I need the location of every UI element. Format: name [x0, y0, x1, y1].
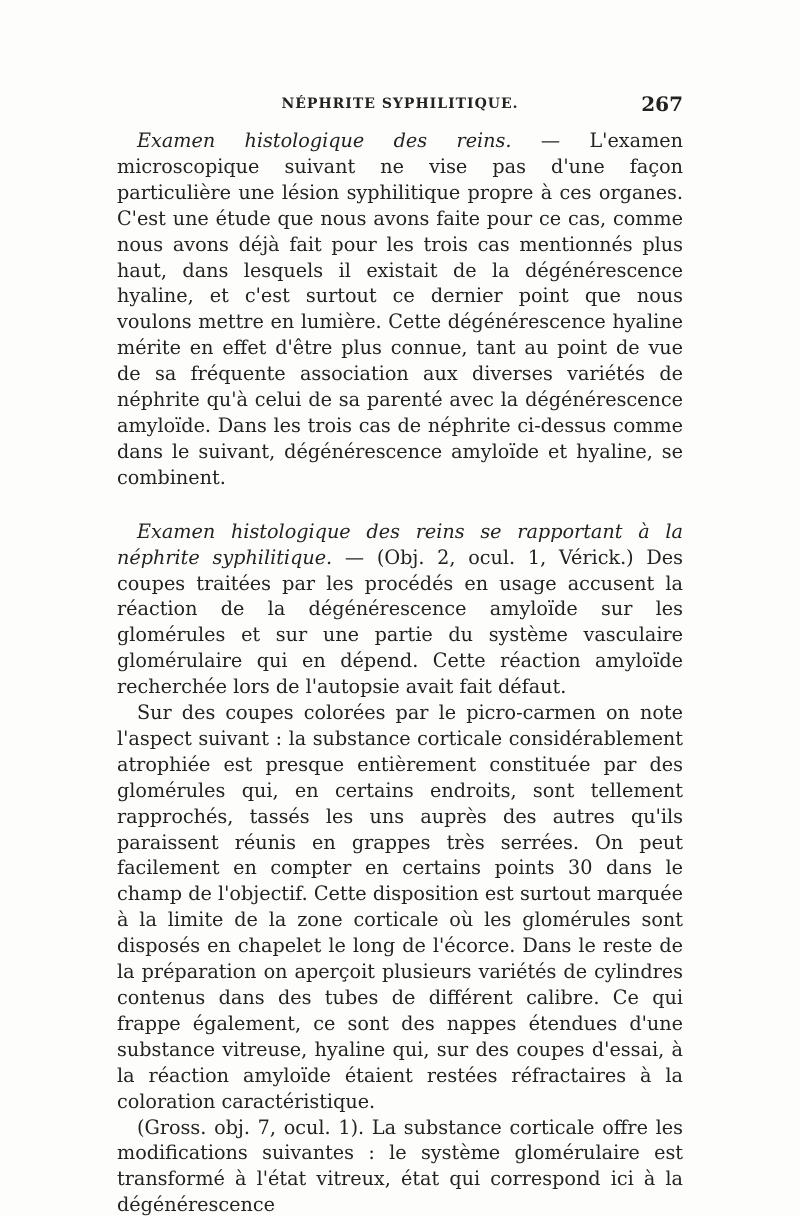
paragraph-4-text: (Gross. obj. 7, ocul. 1). La substance corticale offre les modifications suivantes : le système glomérulaire est transformé à l'état vitreux, état qui correspond ici à la dégénérescence [117, 1115, 683, 1217]
paragraph-2-lead: Examen histologique des reins se rapportant à la néphrite syphilitique. [117, 519, 683, 569]
paragraph-3 [117, 700, 683, 1115]
page-number: 267 [641, 92, 683, 116]
paragraph-2-text: — (Obj. 2, ocul. 1, Vérick.) Des coupes traitées par les procédés en usage accusent la réaction de la dégénérescence amyloïde sur les glomérules et sur une partie du système vasculaire glomérulaire qui en dépend. Cette réaction amyloïde recherchée lors de l'autopsie avait fait défaut. [117, 545, 683, 699]
paragraph-3-text: Sur des coupes colorées par le picro-carmen on note l'aspect suivant : la substance corticale considérablement atrophiée est presque entièrement constituée par des glomérules qui, en certains endroits, sont tellement rapprochés, tassés les uns auprès des autres qu'ils paraissent réunis en grappes très serrées. On peut facilement en compter en certains points 30 dans le champ de l'objectif. Cette disposition est surtout marquée à la limite de la zone corticale où les glomérules sont disposés en chapelet le long de l'écorce. Dans le reste de la préparation on aperçoit plusieurs variétés de cylindres contenus dans des tubes de différent calibre. Ce qui frappe également, ce sont des nappes étendues d'une substance vitreuse, hyaline qui, sur des coupes d'essai, à la réaction amyloïde étaient restées réfractaires à la coloration caractéristique. [117, 701, 683, 1113]
running-head [117, 92, 683, 116]
running-title: NÉPHRITE SYPHILITIQUE. [281, 96, 519, 112]
body-text [117, 128, 683, 1218]
paragraph-2 [117, 519, 683, 700]
paragraph-1 [117, 128, 683, 491]
paragraph-gap [117, 491, 683, 519]
paragraph-4 [117, 1115, 683, 1218]
paragraph-1-lead: Examen histologique des reins. [137, 129, 512, 152]
paragraph-1-text: — L'examen microscopique suivant ne vise pas d'une façon particulière une lésion syphilitique propre à ces organes. C'est une étude que nous avons faite pour ce cas, comme nous avons déjà fait pour les trois cas mentionnés plus haut, dans lesquels il existait de la dégénérescence hyaline, et c'est surtout ce dernier point que nous voulons mettre en lumière. Cette dégénérescence hyaline mérite en effet d'être plus connue, tant au point de vue de sa fréquente association aux diverses variétés de néphrite qu'à celui de sa parenté avec la dégénérescence amyloïde. Dans les trois cas de néphrite ci-dessus comme dans le suivant, dégénérescence amyloïde et hyaline, se combinent. [117, 129, 683, 489]
